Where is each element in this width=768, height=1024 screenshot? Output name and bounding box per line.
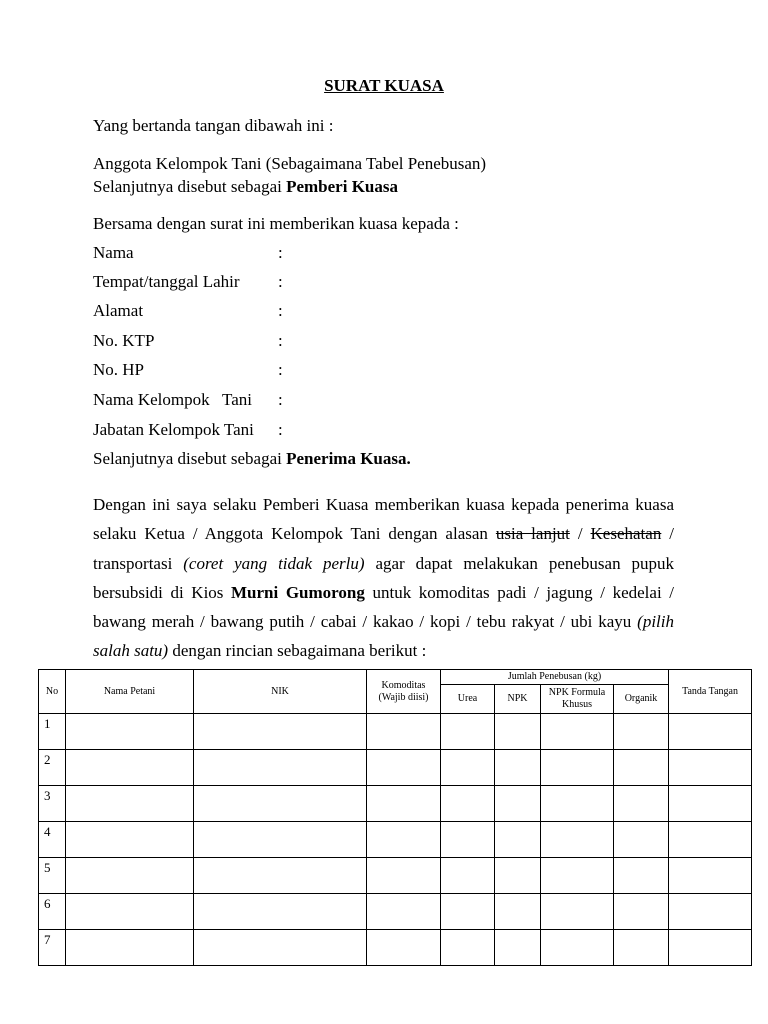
document-title: SURAT KUASA [324,76,444,95]
field-label-alamat: Alamat [93,301,144,320]
cell-organik[interactable] [614,822,669,858]
para-part-3: agar dapat melakukan penebusan pupuk bersubsidi di Kios [93,553,674,602]
grantor-label-prefix: Selanjutnya disebut sebagai [93,177,287,196]
field-label-ktp: No. KTP [93,331,155,350]
para-part-2: / transportasi [93,524,674,573]
header-jumlah-penebusan: Jumlah Penebusan (kg) [441,670,669,685]
cell-nama-petani[interactable] [66,894,194,930]
redemption-table [38,669,752,966]
para-part-4: untuk komoditas padi / jagung / kedelai / bawang merah / bawang putih / cabai / kakao / kopi / tebu rakyat / ubi kayu [93,582,674,632]
row-number: 5 [39,858,66,894]
cell-npk-khusus[interactable] [541,858,614,894]
cell-npk[interactable] [495,858,541,894]
cell-organik[interactable] [614,750,669,786]
cell-organik[interactable] [614,930,669,966]
cell-urea[interactable] [441,714,495,750]
row-number: 7 [39,930,66,966]
table-row [39,894,752,930]
header-komoditas: Komoditas (Wajib diisi) [367,670,441,714]
cell-komoditas[interactable] [367,858,441,894]
struck-reason-health: Kesehatan [590,524,662,544]
table-row [39,858,752,894]
row-number: 6 [39,894,66,930]
field-colon: : [278,360,283,379]
field-colon: : [278,331,283,350]
receiver-label [93,449,411,469]
header-tanda-tangan: Tanda Tangan [669,670,752,714]
field-label-nama: Nama [93,243,134,262]
table-row [39,750,752,786]
cell-npk-khusus[interactable] [541,786,614,822]
cell-nik[interactable] [194,714,367,750]
cell-npk[interactable] [495,822,541,858]
para-note-strike: (coret yang tidak perlu) [183,553,365,573]
cell-tanda-tangan[interactable] [669,858,752,894]
row-number: 3 [39,786,66,822]
cell-npk-khusus[interactable] [541,894,614,930]
field-colon: : [278,243,283,262]
header-nik: NIK [194,670,367,714]
cell-komoditas[interactable] [367,894,441,930]
field-colon: : [278,390,283,409]
table-row [39,822,752,858]
row-number: 2 [39,750,66,786]
row-number: 4 [39,822,66,858]
cell-npk[interactable] [495,714,541,750]
cell-tanda-tangan[interactable] [669,786,752,822]
grantor-line: Anggota Kelompok Tani (Sebagaimana Tabel Penebusan) [93,154,487,173]
cell-npk[interactable] [495,750,541,786]
cell-urea[interactable] [441,858,495,894]
para-part-1: Dengan ini saya selaku Pemberi Kuasa memberikan kuasa kepada penerima kuasa selaku Ketua / Anggota Kelompok Tani dengan alasan [93,495,674,544]
cell-nama-petani[interactable] [66,858,194,894]
cell-nik[interactable] [194,858,367,894]
cell-organik[interactable] [614,786,669,822]
header-urea: Urea [441,685,495,714]
cell-tanda-tangan[interactable] [669,750,752,786]
field-colon: : [278,420,283,439]
cell-urea[interactable] [441,786,495,822]
cell-tanda-tangan[interactable] [669,822,752,858]
struck-reason-age: usia lanjut [495,524,570,544]
cell-tanda-tangan[interactable] [669,714,752,750]
cell-nik[interactable] [194,822,367,858]
cell-tanda-tangan[interactable] [669,930,752,966]
cell-organik[interactable] [614,858,669,894]
table-row [39,714,752,750]
table-row [39,786,752,822]
grantor-label [93,177,398,197]
intro-text: Yang bertanda tangan dibawah ini : [93,116,334,135]
cell-nama-petani[interactable] [66,714,194,750]
cell-urea[interactable] [441,750,495,786]
cell-komoditas[interactable] [367,786,441,822]
cell-urea[interactable] [441,930,495,966]
field-label-jabatan: Jabatan Kelompok Tani [93,420,254,439]
cell-npk-khusus[interactable] [541,930,614,966]
cell-nama-petani[interactable] [66,750,194,786]
cell-nama-petani[interactable] [66,930,194,966]
table-row [39,930,752,966]
field-label-kelompok: Nama Kelompok Tani [93,390,253,409]
para-separator: / [569,524,591,544]
field-label-hp: No. HP [93,360,145,379]
cell-tanda-tangan[interactable] [669,894,752,930]
cell-komoditas[interactable] [367,750,441,786]
header-no: No [39,670,66,714]
receiver-label-bold: Penerima Kuasa. [286,449,411,468]
cell-nama-petani[interactable] [66,822,194,858]
kios-name: Murni Gumorong [231,582,365,602]
field-label-ttl: Tempat/tanggal Lahir [93,272,240,291]
header-organik: Organik [614,685,669,714]
cell-komoditas[interactable] [367,930,441,966]
cell-komoditas[interactable] [367,714,441,750]
header-npk-khusus: NPK Formula Khusus [541,685,614,714]
header-npk: NPK [495,685,541,714]
header-nama-petani: Nama Petani [66,670,194,714]
cell-urea[interactable] [441,822,495,858]
row-number: 1 [39,714,66,750]
cell-urea[interactable] [441,894,495,930]
cell-npk-khusus[interactable] [541,822,614,858]
grant-line: Bersama dengan surat ini memberikan kuasa kepada : [93,214,459,233]
cell-npk[interactable] [495,930,541,966]
cell-nik[interactable] [194,750,367,786]
field-colon: : [278,272,283,291]
authorization-paragraph [93,490,674,666]
cell-npk[interactable] [495,786,541,822]
receiver-label-prefix: Selanjutnya disebut sebagai [93,449,287,468]
cell-npk-khusus[interactable] [541,750,614,786]
cell-npk-khusus[interactable] [541,714,614,750]
cell-organik[interactable] [614,894,669,930]
grantor-label-bold: Pemberi Kuasa [286,177,398,196]
field-colon: : [278,301,283,320]
cell-nik[interactable] [194,894,367,930]
cell-komoditas[interactable] [367,822,441,858]
cell-npk[interactable] [495,894,541,930]
para-part-5: dengan rincian sebagaimana berikut : [168,641,427,661]
cell-organik[interactable] [614,714,669,750]
para-note-choose: (pilih salah satu) [93,612,674,661]
cell-nik[interactable] [194,930,367,966]
cell-nama-petani[interactable] [66,786,194,822]
cell-nik[interactable] [194,786,367,822]
